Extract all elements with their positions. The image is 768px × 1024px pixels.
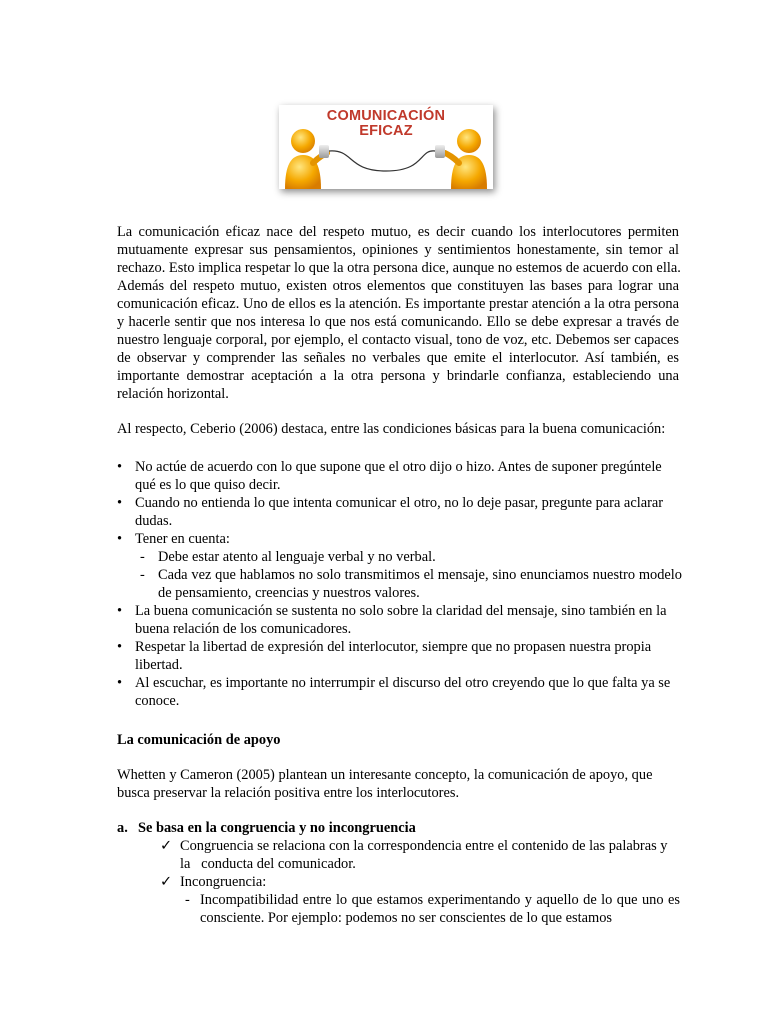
list-item xyxy=(117,638,682,674)
section-a-check-list xyxy=(160,837,680,927)
list-item xyxy=(117,530,682,602)
whetten-paragraph: Whetten y Cameron (2005) plantean un interesante concepto, la comunicación de apoyo, que busca preservar la relación positiva entre los interlocutores. xyxy=(117,767,653,801)
sub-list-item-text: Debe estar atento al lenguaje verbal y no verbal. xyxy=(158,549,436,565)
check-list-item-text: Incongruencia: xyxy=(180,874,267,890)
conditions-list xyxy=(117,458,682,710)
sub-list xyxy=(135,548,682,602)
list-item-text: No actúe de acuerdo con lo que supone que el otro dijo o hizo. Antes de suponer pregúntele qué es lo que quiso decir. xyxy=(135,459,662,493)
list-item-text: Tener en cuenta: xyxy=(135,531,230,547)
bullet-icon: • xyxy=(117,675,123,691)
text-line: La comunicación eficaz nace del respeto mutuo, es decir cuando los interlocutores permiten xyxy=(117,224,679,240)
text-line: relación horizontal. xyxy=(117,386,229,402)
text-line: Al respecto, Ceberio (2006) destaca, entre las condiciones básicas para la buena comunicación: xyxy=(117,421,666,437)
bullet-icon: • xyxy=(117,459,123,475)
dash-marker: - xyxy=(140,567,145,583)
banner-title-line2: EFICAZ xyxy=(359,123,413,139)
section-a-title-text: Se basa en la congruencia y no incongruencia xyxy=(138,820,416,836)
sub-list xyxy=(180,891,680,927)
text-line: comunicación eficaz. Uno de ellos es la atención. Es importante prestar atención a la otra persona xyxy=(117,296,679,312)
sub-list-item xyxy=(135,548,682,566)
text-line: Además del respeto mutuo, existen otros elementos que constituyen las bases para lograr una xyxy=(117,278,679,294)
list-item-text: La buena comunicación se sustenta no solo sobre la claridad del mensaje, sino también en la buena relación de los comunicadores. xyxy=(135,603,667,637)
text-line: importante demostrar aceptación a la otra persona y brindarle confianza, estableciendo una xyxy=(117,368,679,384)
section-a-marker: a. xyxy=(117,820,128,836)
banner-title xyxy=(279,109,493,139)
section-a-title xyxy=(117,819,682,837)
list-item xyxy=(117,674,682,710)
ceberio-paragraph xyxy=(117,420,679,438)
check-list-item xyxy=(160,837,680,873)
checkmark-icon: ✓ xyxy=(160,838,173,854)
list-item xyxy=(117,494,682,530)
check-list-item xyxy=(160,873,680,927)
dash-marker: - xyxy=(140,549,145,565)
banner-title-line1: COMUNICACIÓN xyxy=(326,108,446,124)
text-line: y hacerle sentir que nos interesa lo que nos está comunicando. Ello se debe expresar a través de xyxy=(117,314,679,330)
text-line: de observar y comprender las señales no verbales que emite el interlocutor. Así también, es xyxy=(117,350,679,366)
bullet-icon: • xyxy=(117,639,123,655)
dash-marker: - xyxy=(185,892,190,908)
apoyo-heading: La comunicación de apoyo xyxy=(117,732,281,748)
checkmark-icon: ✓ xyxy=(160,874,173,890)
sub-list-item xyxy=(180,891,680,927)
list-item xyxy=(117,602,682,638)
bullet-icon: • xyxy=(117,495,123,511)
text-line: nuestro lenguaje corporal, por ejemplo, el contacto visual, tono de voz, etc. Debemos ser capaces xyxy=(117,332,679,348)
bullet-icon: • xyxy=(117,531,123,547)
sub-list-item-text: Cada vez que hablamos no solo transmitimos el mensaje, sino enunciamos nuestro modelo de pensamiento, creencias y nuestros valores. xyxy=(158,567,682,601)
list-item xyxy=(117,458,682,494)
bullet-icon: • xyxy=(117,603,123,619)
text-line: rechazo. Esto implica respetar lo que la otra persona dice, aunque no estemos de acuerdo con ella. xyxy=(117,260,681,276)
section-a xyxy=(117,819,682,927)
sub-list-item xyxy=(135,566,682,602)
intro-paragraph xyxy=(117,223,679,403)
list-item-text: Cuando no entienda lo que intenta comunicar el otro, no lo deje pasar, pregunte para aclarar dudas. xyxy=(135,495,664,529)
list-item-text: Al escuchar, es importante no interrumpir el discurso del otro creyendo que lo que falta ya se conoce. xyxy=(135,675,671,709)
check-list-item-text: Congruencia se relaciona con la correspondencia entre el contenido de las palabras y la conducta del comunicador. xyxy=(180,838,672,872)
sub-list-item-text: Incompatibilidad entre lo que estamos experimentando y aquello de lo que uno es consciente. Por ejemplo: podemos no ser conscientes de lo que estamos xyxy=(200,892,680,926)
list-item-text: Respetar la libertad de expresión del interlocutor, siempre que no propasen nuestra propia libertad. xyxy=(135,639,652,673)
comunicacion-eficaz-banner xyxy=(279,105,493,189)
text-line: mutuamente expresar sus pensamientos, opiniones y sentimientos honestamente, sin temor al xyxy=(117,242,679,258)
